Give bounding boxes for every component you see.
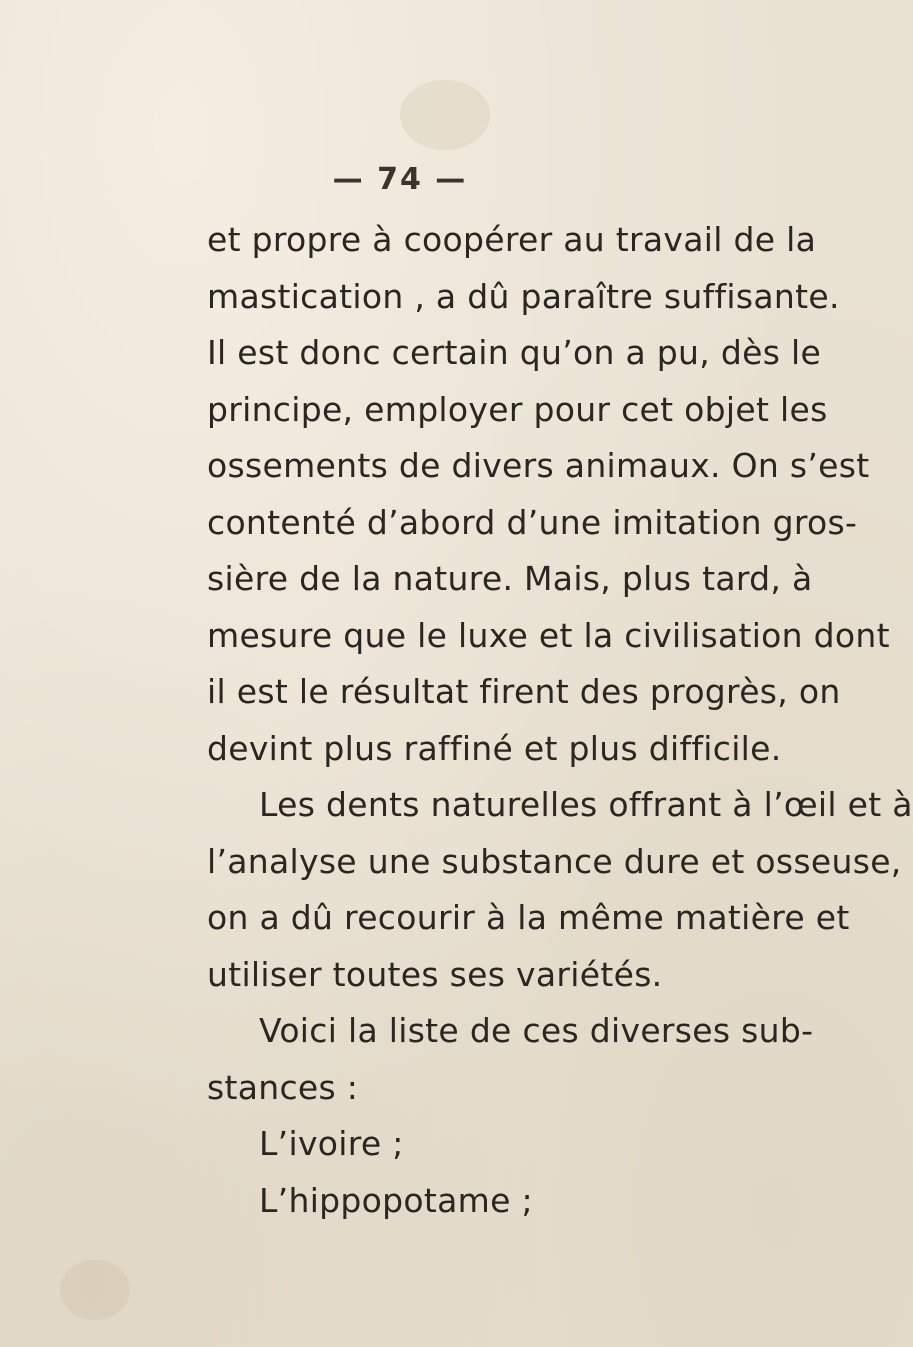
text-line: ossements de divers animaux. On s’est — [207, 446, 870, 485]
text-line: Il est donc certain qu’on a pu, dès le — [207, 333, 822, 372]
text-line: il est le résultat firent des progrès, on — [207, 672, 841, 711]
paper-stain — [60, 1260, 130, 1320]
text-line: mesure que le luxe et la civilisation dont — [207, 615, 890, 655]
text-line: Les dents naturelles offrant à l’œil et à — [259, 785, 913, 824]
body-text — [207, 212, 913, 1229]
paper-stain — [400, 80, 490, 150]
page-number: — 74 — — [332, 162, 468, 197]
text-line: Voici la liste de ces diverses sub- — [259, 1011, 814, 1050]
list-item: L’ivoire ; — [259, 1124, 404, 1163]
text-line: contenté d’abord d’une imitation gros- — [207, 502, 858, 542]
text-line: l’analyse une substance dure et osseuse, — [207, 841, 902, 881]
text-line: mastication , a dû paraître suffisante. — [207, 276, 840, 316]
text-line: stances : — [207, 1067, 359, 1107]
text-line: sière de la nature. Mais, plus tard, à — [207, 559, 813, 598]
text-line: principe, employer pour cet objet les — [207, 389, 828, 429]
text-line: utiliser toutes ses variétés. — [207, 954, 663, 994]
text-line: devint plus raffiné et plus difficile. — [207, 728, 782, 768]
text-line: et propre à coopérer au travail de la — [207, 220, 817, 259]
list-item: L’hippopotame ; — [259, 1180, 533, 1220]
text-line: on a dû recourir à la même matière et — [207, 898, 850, 937]
